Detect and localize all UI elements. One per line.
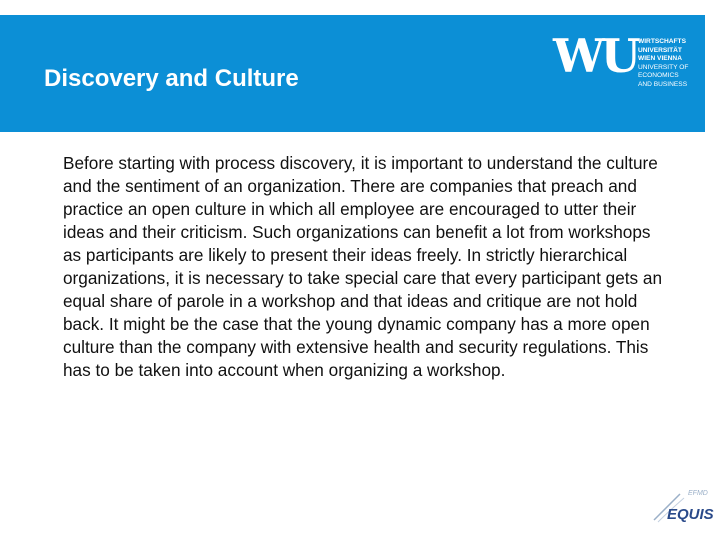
wu-logo: [553, 29, 689, 108]
logo-line: WIEN VIENNA: [638, 55, 682, 62]
slide-title: Discovery and Culture: [44, 65, 299, 92]
logo-line: UNIVERSITY OF: [638, 63, 689, 71]
logo-line: WIRTSCHAFTS: [638, 38, 686, 45]
equis-wordmark: EQUIS: [667, 506, 714, 523]
wu-logo-mark: WU: [553, 29, 637, 83]
equis-efmd-label: EFMD: [688, 490, 708, 497]
wu-logo-text: [638, 38, 688, 89]
logo-line: UNIVERSITÄT: [638, 46, 682, 54]
logo-line: AND BUSINESS: [638, 80, 688, 88]
equis-logo: [650, 490, 714, 535]
logo-line: ECONOMICS: [638, 72, 679, 79]
body-paragraph: Before starting with process discovery, it is important to understand the culture and the sentiment of an organization. There are companies that preach and practice an open culture in which all employee are encouraged to utter their ideas and their criticism. Such organizations can benefit a lot from workshops as participants are likely to present their ideas freely. In strictly hierarchical organizations, it is necessary to take special care that every participant gets an equal share of parole in a workshop and that ideas and critique are not hold back. It might be the case that the young dynamic company has a more open culture than the company with extensive health and security regulations. This has to be taken into account when organizing a workshop.: [63, 153, 663, 380]
